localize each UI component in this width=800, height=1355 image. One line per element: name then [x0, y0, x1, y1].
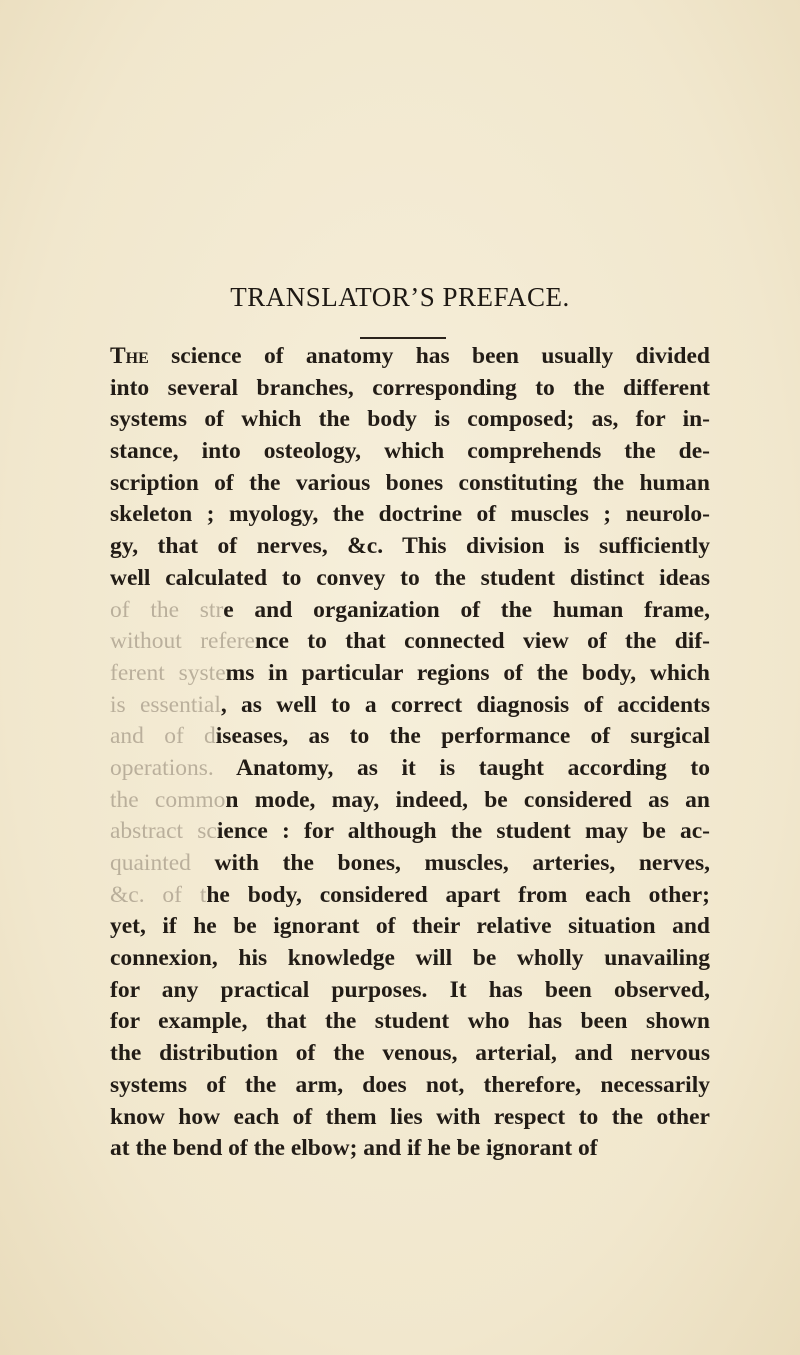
damaged-line: the common mode, may, indeed, be considered as an	[110, 786, 710, 813]
damaged-line: of the stre and organization of the human frame,	[110, 596, 710, 623]
page-title: TRANSLATOR’S PREFACE.	[230, 282, 570, 312]
text-line: yet, if he be ignorant of their relative situation and	[110, 913, 710, 940]
text-line-1: The science of anatomy has been usually divided	[110, 343, 710, 369]
drop-word: The	[110, 343, 149, 369]
damaged-line: quainted with the bones, muscles, arteries, nerves,	[110, 850, 710, 876]
title-divider	[360, 337, 446, 339]
text-line: gy, that of nerves, &c. This division is sufficiently	[110, 533, 710, 560]
text-line: know how each of them lies with respect to the other	[110, 1103, 710, 1130]
text-line: for example, that the student who has been shown	[110, 1008, 710, 1035]
text-line: well calculated to convey to the student distinct ideas	[110, 564, 710, 591]
text-line: systems of which the body is composed; as, for in-	[110, 406, 710, 433]
text-line: for any practical purposes. It has been observed,	[110, 976, 710, 1003]
damaged-line: &c. of the body, considered apart from each other;	[110, 881, 710, 908]
damaged-line: abstract science : for although the student may be ac-	[110, 818, 710, 845]
text-line-last: at the bend of the elbow; and if he be ignorant of	[110, 1135, 598, 1162]
text-line: into several branches, corresponding to the different	[110, 374, 710, 401]
text-line: the distribution of the venous, arterial, and nervous	[110, 1040, 710, 1067]
damaged-line: and of diseases, as to the performance of surgical	[110, 723, 710, 750]
damaged-line: ferent systems in particular regions of the body, which	[110, 659, 710, 686]
preface-body	[110, 341, 710, 1165]
damaged-line: is essential, as well to a correct diagnosis of accidents	[110, 691, 711, 718]
text-line: scription of the various bones constituting the human	[110, 469, 710, 496]
text-line: stance, into osteology, which comprehends the de-	[110, 438, 710, 465]
text-line: skeleton ; myology, the doctrine of muscles ; neurolo-	[110, 501, 710, 528]
text-line: systems of the arm, does not, therefore, necessarily	[110, 1071, 710, 1098]
damaged-line: without reference to that connected view of the dif-	[110, 628, 710, 655]
damaged-line: operations. Anatomy, as it is taught according to	[110, 754, 710, 781]
text-line: connexion, his knowledge will be wholly unavailing	[110, 945, 710, 972]
